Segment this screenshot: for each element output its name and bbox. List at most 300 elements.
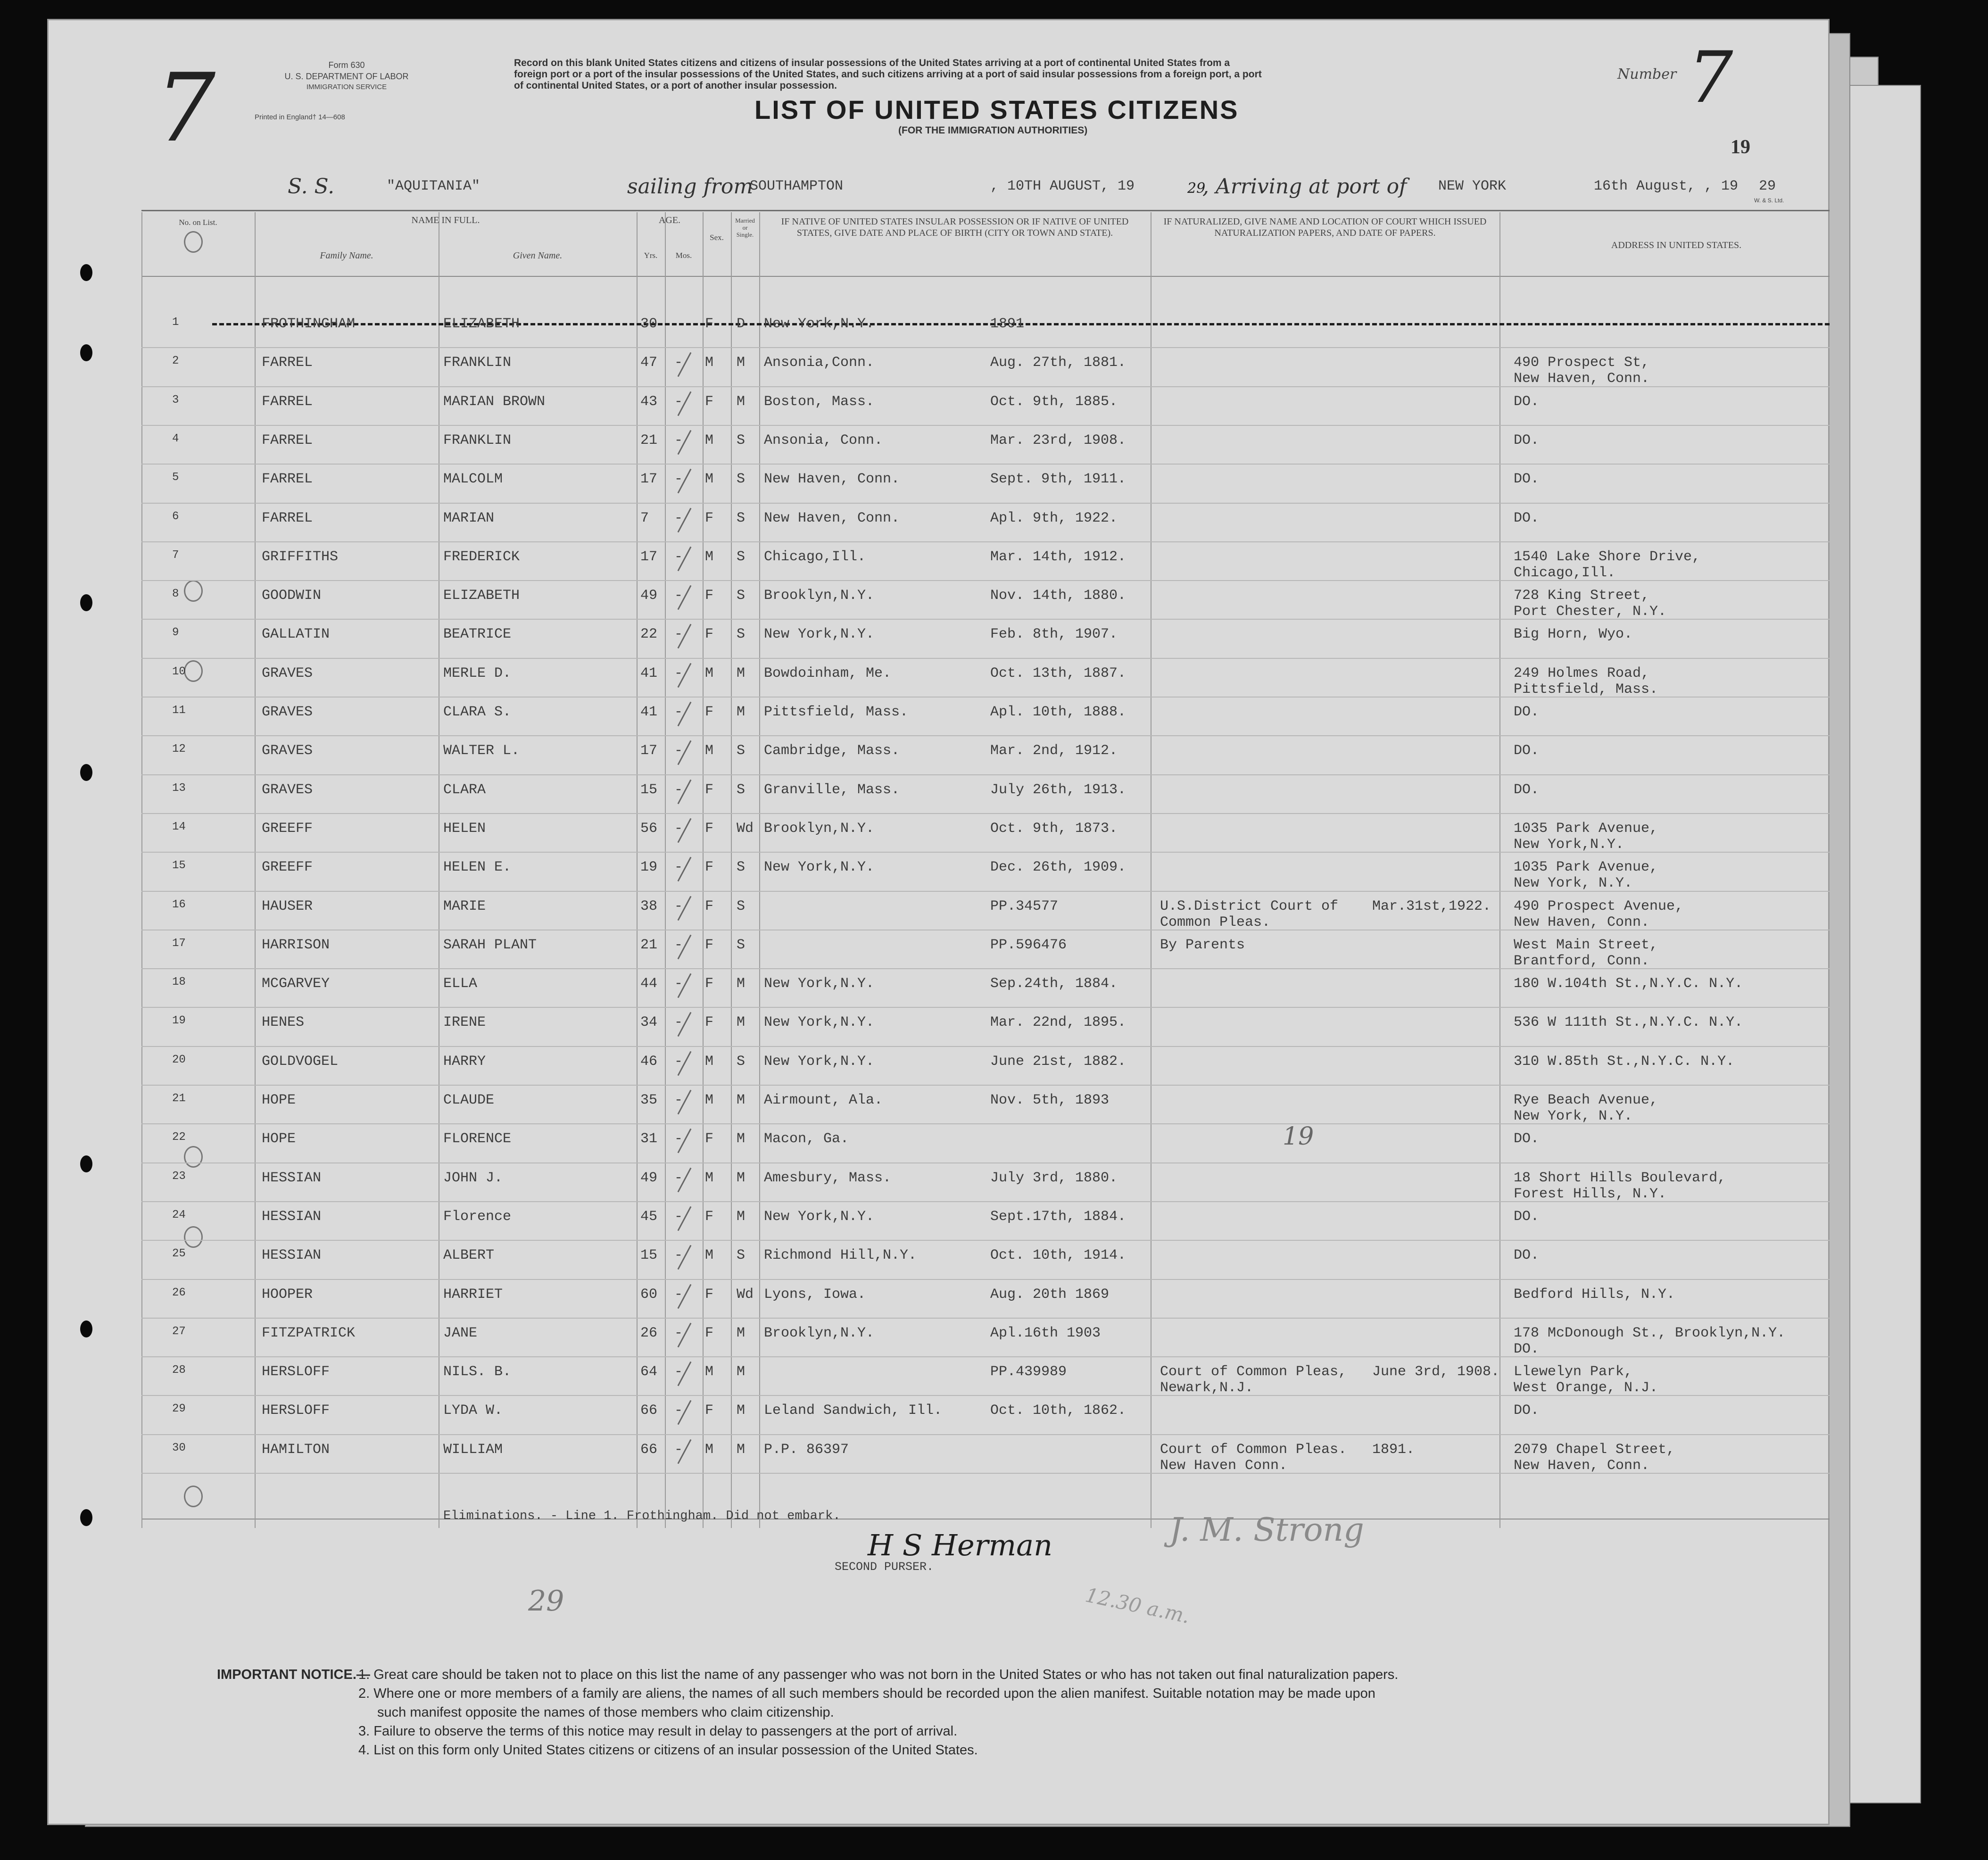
address: DO.: [1514, 704, 1540, 720]
family-name: FARREL: [262, 510, 313, 526]
arrival-year: 29: [1759, 178, 1776, 194]
punch-hole: [80, 264, 92, 281]
address-line-2: Pittsfield, Mass.: [1514, 681, 1658, 698]
purser-label: SECOND PURSER.: [835, 1560, 934, 1574]
row-rule: [141, 541, 1830, 542]
age-months: -: [674, 1441, 683, 1458]
address-line-2: Chicago,Ill.: [1514, 565, 1616, 581]
punch-hole: [80, 1155, 92, 1172]
row-rule: [141, 1046, 1830, 1047]
birth-date: June 21st, 1882.: [990, 1053, 1127, 1070]
row-number: 10: [172, 665, 186, 678]
family-name: HESSIAN: [262, 1170, 322, 1186]
birth-place: Chicago,Ill.: [764, 548, 866, 565]
form-number: Form 630: [328, 60, 365, 70]
row-number: 22: [172, 1131, 186, 1144]
sex: F: [705, 316, 714, 332]
given-name: NILS. B.: [443, 1364, 512, 1380]
birth-date: PP.439989: [990, 1364, 1067, 1380]
age-months: -: [674, 1014, 683, 1031]
row-number: 25: [172, 1247, 186, 1261]
birth-place: New York,N.Y.: [764, 316, 875, 332]
age-years: 49: [640, 588, 658, 604]
sex: F: [705, 1286, 714, 1303]
marital-status: S: [737, 937, 746, 953]
sex: M: [705, 743, 714, 759]
family-name: HESSIAN: [262, 1208, 322, 1225]
age-years: 66: [640, 1403, 658, 1419]
address: Bedford Hills, N.Y.: [1514, 1286, 1675, 1303]
sex: M: [705, 471, 714, 488]
address-line-2: New York,N.Y.: [1514, 836, 1624, 853]
punch-hole: [80, 1509, 92, 1526]
family-name: GRAVES: [262, 743, 313, 759]
sailing-port: SOUTHAMPTON: [750, 178, 844, 194]
court-name: Court of Common Pleas.: [1160, 1441, 1347, 1458]
arrival-date: 16th August, , 19: [1594, 178, 1739, 194]
address-line-2: New Haven, Conn.: [1514, 1457, 1650, 1474]
age-years: 56: [640, 820, 658, 837]
marital-status: M: [737, 1325, 746, 1341]
birth-place: New York,N.Y.: [764, 976, 875, 992]
address: 249 Holmes Road,: [1514, 665, 1650, 681]
row-number: 28: [172, 1364, 186, 1377]
marital-status: M: [737, 1014, 746, 1031]
number-value: 7: [1688, 37, 1733, 119]
sex: F: [705, 510, 714, 526]
row-number: 26: [172, 1286, 186, 1299]
court-name: By Parents: [1160, 937, 1245, 953]
age-months: -: [674, 937, 683, 953]
given-name: CLAUDE: [443, 1092, 495, 1108]
age-years: 41: [640, 665, 658, 681]
birth-date: Apl. 10th, 1888.: [990, 704, 1127, 720]
given-name: FRANKLIN: [443, 432, 512, 448]
birth-date: Mar. 22nd, 1895.: [990, 1014, 1127, 1031]
given-name: IRENE: [443, 1014, 486, 1031]
marital-status: M: [737, 1208, 746, 1225]
address-line-2: Port Chester, N.Y.: [1514, 604, 1667, 620]
marital-status: S: [737, 471, 746, 488]
row-rule: [141, 658, 1830, 659]
notice-item-2-cont: such manifest opposite the names of those members who claim citizenship.: [377, 1705, 834, 1720]
family-name: GRAVES: [262, 665, 313, 681]
sex: F: [705, 1014, 714, 1031]
birth-place: New Haven, Conn.: [764, 510, 900, 526]
given-name: LYDA W.: [443, 1403, 503, 1419]
family-name: GALLATIN: [262, 626, 330, 643]
marital-status: S: [737, 898, 746, 914]
age-years: 60: [640, 1286, 658, 1303]
age-months: -: [674, 781, 683, 798]
given-name: HARRIET: [443, 1286, 503, 1303]
sex: M: [705, 1441, 714, 1458]
family-name: GOLDVOGEL: [262, 1053, 339, 1070]
col-header-sex: Sex.: [710, 233, 724, 242]
department: U. S. DEPARTMENT OF LABOR: [284, 72, 409, 81]
arrival-port: NEW YORK: [1438, 178, 1507, 194]
service: IMMIGRATION SERVICE: [306, 83, 387, 91]
page-stack-edge: [1839, 85, 1921, 1803]
given-name: Florence: [443, 1208, 512, 1225]
notice-item-1: 1. Great care should be taken not to place on this list the name of any passenger who was not born in the United States or who has not taken out final naturalization papers.: [358, 1667, 1399, 1682]
sex: M: [705, 1364, 714, 1380]
row-number: 3: [172, 393, 179, 407]
birth-date: Aug. 20th 1869: [990, 1286, 1110, 1303]
age-years: 26: [640, 1325, 658, 1341]
age-years: 30: [640, 316, 658, 332]
row-number: 12: [172, 743, 186, 756]
address: 1035 Park Avenue,: [1514, 859, 1658, 876]
marital-status: Wd: [737, 1286, 754, 1303]
col-header-married: Married or Single.: [735, 217, 755, 238]
family-name: HOPE: [262, 1092, 296, 1108]
given-name: MERLE D.: [443, 665, 512, 681]
row-rule: [141, 425, 1830, 426]
row-rule: [141, 1007, 1830, 1008]
address: 1035 Park Avenue,: [1514, 820, 1658, 837]
row-rule: [141, 774, 1830, 775]
age-months: -: [674, 704, 683, 720]
row-rule: [141, 1162, 1830, 1163]
purser-signature: H S Herman: [868, 1528, 1053, 1562]
address: 2079 Chapel Street,: [1514, 1441, 1675, 1458]
notice-item-4: 4. List on this form only United States citizens or citizens of an insular possession of the United States.: [358, 1743, 978, 1758]
birth-place: Boston, Mass.: [764, 393, 875, 410]
age-months: -: [674, 548, 683, 565]
sex: F: [705, 781, 714, 798]
address: 728 King Street,: [1514, 588, 1650, 604]
given-name: MARIAN: [443, 510, 495, 526]
age-months: -: [674, 393, 683, 410]
age-months: -: [674, 626, 683, 643]
row-number: 4: [172, 432, 179, 445]
col-header-family: Family Name.: [320, 250, 373, 261]
sailing-date: , 10TH AUGUST, 19: [990, 178, 1135, 194]
reinforcement-ring: [184, 1226, 203, 1248]
court-date: Mar.31st,1922.: [1372, 898, 1491, 914]
age-months: -: [674, 859, 683, 876]
address: DO.: [1514, 432, 1540, 448]
age-years: 22: [640, 626, 658, 643]
age-months: -: [674, 588, 683, 604]
age-months: -: [674, 1247, 683, 1264]
address-line-2: DO.: [1514, 1341, 1540, 1357]
age-years: 38: [640, 898, 658, 914]
notice-label: IMPORTANT NOTICE.—: [217, 1667, 370, 1682]
birth-date: July 26th, 1913.: [990, 781, 1127, 798]
col-rule: [141, 212, 142, 1528]
age-years: 66: [640, 1441, 658, 1458]
address: DO.: [1514, 393, 1540, 410]
reinforcement-ring: [184, 660, 203, 682]
address: DO.: [1514, 1131, 1540, 1147]
col-header-naturalized: IF NATURALIZED, GIVE NAME AND LOCATION OF COURT WHICH ISSUED NATURALIZATION PAPERS, AND DATE OF PAPERS.: [1163, 216, 1487, 238]
age-years: 15: [640, 1247, 658, 1264]
row-rule: [141, 813, 1830, 814]
row-rule: [141, 1085, 1830, 1086]
pencil-mark-time: 12.30 a.m.: [1083, 1583, 1192, 1628]
address: DO.: [1514, 743, 1540, 759]
row-number: 21: [172, 1092, 186, 1105]
row-number: 9: [172, 626, 179, 639]
birth-place: Macon, Ga.: [764, 1131, 849, 1147]
age-months: -: [674, 1403, 683, 1419]
printed-note: Printed in England† 14—608: [255, 113, 345, 121]
address: DO.: [1514, 1403, 1540, 1419]
col-header-mos: Mos.: [675, 251, 692, 260]
court-date: 1891.: [1372, 1441, 1415, 1458]
row-number: 27: [172, 1325, 186, 1338]
col-rule: [1499, 212, 1500, 1528]
address: 490 Prospect Avenue,: [1514, 898, 1684, 914]
instruction-line-3: of continental United States, or a port of another insular possession.: [514, 80, 837, 91]
birth-date: 1891: [990, 316, 1025, 332]
sex: M: [705, 355, 714, 371]
birth-date: Oct. 9th, 1873.: [990, 820, 1118, 837]
marital-status: Wd: [737, 820, 754, 837]
marital-status: M: [737, 704, 746, 720]
birth-place: New York,N.Y.: [764, 859, 875, 876]
sex: M: [705, 1092, 714, 1108]
court-name: U.S.District Court of: [1160, 898, 1339, 914]
reinforcement-ring: [184, 580, 203, 602]
row-number: 1: [172, 316, 179, 329]
family-name: HENES: [262, 1014, 305, 1031]
sex: M: [705, 665, 714, 681]
sex: M: [705, 432, 714, 448]
age-years: 49: [640, 1170, 658, 1186]
row-number: 16: [172, 898, 186, 911]
address-line-2: West Orange, N.J.: [1514, 1380, 1658, 1396]
birth-date: Aug. 27th, 1881.: [990, 355, 1127, 371]
address-line-2: Brantford, Conn.: [1514, 953, 1650, 969]
ss-label: S. S.: [288, 174, 335, 199]
birth-date: July 3rd, 1880.: [990, 1170, 1118, 1186]
given-name: HARRY: [443, 1053, 486, 1070]
age-months: -: [674, 355, 683, 371]
birth-date: Oct. 10th, 1914.: [990, 1247, 1127, 1264]
row-number: 7: [172, 548, 179, 562]
marital-status: S: [737, 510, 746, 526]
given-name: MARIE: [443, 898, 486, 914]
court-date: June 3rd, 1908.: [1372, 1364, 1500, 1380]
birth-date: Oct. 13th, 1887.: [990, 665, 1127, 681]
birth-place: Leland Sandwich, Ill.: [764, 1403, 943, 1419]
ship-name: "AQUITANIA": [387, 178, 480, 194]
address: Llewelyn Park,: [1514, 1364, 1633, 1380]
age-years: 21: [640, 937, 658, 953]
marital-status: M: [737, 1441, 746, 1458]
row-number: 20: [172, 1053, 186, 1066]
birth-place: Brooklyn,N.Y.: [764, 820, 875, 837]
col-header-name: NAME IN FULL.: [411, 215, 480, 225]
marital-status: S: [737, 588, 746, 604]
col-rule: [703, 212, 704, 1528]
inspector-signature: J. M. Strong: [1169, 1511, 1364, 1549]
birth-date: Dec. 26th, 1909.: [990, 859, 1127, 876]
sailing-label: sailing from: [627, 174, 754, 199]
birth-date: Mar. 23rd, 1908.: [990, 432, 1127, 448]
birth-place: Airmount, Ala.: [764, 1092, 883, 1108]
col-header-no: No. on List.: [179, 218, 217, 227]
birth-date: Apl. 9th, 1922.: [990, 510, 1118, 526]
age-years: 31: [640, 1131, 658, 1147]
given-name: JANE: [443, 1325, 478, 1341]
court-location: Common Pleas.: [1160, 914, 1271, 930]
marital-status: M: [737, 1131, 746, 1147]
sex: M: [705, 1053, 714, 1070]
address: West Main Street,: [1514, 937, 1658, 953]
given-name: ELLA: [443, 976, 478, 992]
age-years: 64: [640, 1364, 658, 1380]
marital-status: M: [737, 393, 746, 410]
address: DO.: [1514, 781, 1540, 798]
number-label: Number: [1617, 66, 1677, 83]
row-number: 2: [172, 355, 179, 368]
birth-date: PP.596476: [990, 937, 1067, 953]
marital-status: M: [737, 1364, 746, 1380]
row-rule: [141, 347, 1830, 348]
row-number: 15: [172, 859, 186, 872]
age-years: 41: [640, 704, 658, 720]
row-number: 24: [172, 1208, 186, 1221]
marital-status: S: [737, 781, 746, 798]
address: DO.: [1514, 1208, 1540, 1225]
given-name: HELEN: [443, 820, 486, 837]
birth-place: New York,N.Y.: [764, 1208, 875, 1225]
age-years: 17: [640, 471, 658, 488]
address: DO.: [1514, 510, 1540, 526]
birth-date: Apl.16th 1903: [990, 1325, 1101, 1341]
birth-place: Bowdoinham, Me.: [764, 665, 892, 681]
birth-place: Richmond Hill,N.Y.: [764, 1247, 917, 1264]
given-name: WALTER L.: [443, 743, 520, 759]
birth-date: Mar. 14th, 1912.: [990, 548, 1127, 565]
age-months: -: [674, 1170, 683, 1186]
sex: F: [705, 588, 714, 604]
marital-status: S: [737, 432, 746, 448]
court-name: Court of Common Pleas,: [1160, 1364, 1347, 1380]
sex: F: [705, 626, 714, 643]
sex: F: [705, 1403, 714, 1419]
punch-hole: [80, 594, 92, 611]
sex: M: [705, 1247, 714, 1264]
marital-status: M: [737, 976, 746, 992]
family-name: HESSIAN: [262, 1247, 322, 1264]
age-months: -: [674, 471, 683, 488]
marital-status: S: [737, 1247, 746, 1264]
age-months: -: [674, 1286, 683, 1303]
birth-place: Pittsfield, Mass.: [764, 704, 909, 720]
age-months: -: [674, 432, 683, 448]
birth-place: New York,N.Y.: [764, 1053, 875, 1070]
birth-date: Nov. 14th, 1880.: [990, 588, 1127, 604]
given-name: BEATRICE: [443, 626, 512, 643]
birth-place: P.P. 86397: [764, 1441, 849, 1458]
sex: F: [705, 859, 714, 876]
birth-date: Nov. 5th, 1893: [990, 1092, 1110, 1108]
marital-status: M: [737, 665, 746, 681]
row-rule: [141, 503, 1830, 504]
family-name: HERSLOFF: [262, 1403, 330, 1419]
col-header-address: ADDRESS IN UNITED STATES.: [1611, 240, 1742, 250]
marital-status: S: [737, 1053, 746, 1070]
family-name: HERSLOFF: [262, 1364, 330, 1380]
marital-status: S: [737, 859, 746, 876]
row-rule: [141, 1318, 1830, 1319]
birth-place: Brooklyn,N.Y.: [764, 588, 875, 604]
age-years: 17: [640, 743, 658, 759]
birth-date: PP.34577: [990, 898, 1059, 914]
age-years: 45: [640, 1208, 658, 1225]
given-name: CLARA: [443, 781, 486, 798]
age-years: 44: [640, 976, 658, 992]
birth-place: Lyons, Iowa.: [764, 1286, 866, 1303]
given-name: FLORENCE: [443, 1131, 512, 1147]
address-line-2: New Haven, Conn.: [1514, 371, 1650, 387]
age-years: 7: [640, 510, 649, 526]
age-years: 35: [640, 1092, 658, 1108]
family-name: FARREL: [262, 355, 313, 371]
address: Rye Beach Avenue,: [1514, 1092, 1658, 1108]
family-name: GOODWIN: [262, 588, 322, 604]
birth-place: New York,N.Y.: [764, 626, 875, 643]
sex: F: [705, 937, 714, 953]
marital-status: M: [737, 355, 746, 371]
address-line-2: Forest Hills, N.Y.: [1514, 1186, 1667, 1202]
given-name: FRANKLIN: [443, 355, 512, 371]
table-bottom-rule: [141, 1519, 1830, 1520]
col-header-birth: IF NATIVE OF UNITED STATES INSULAR POSSESSION OR IF NATIVE OF UNITED STATES, GIVE DATE AND PLACE OF BIRTH (CITY OR TOWN AND STATE).: [781, 216, 1129, 238]
birth-date: Sep.24th, 1884.: [990, 976, 1118, 992]
address: 310 W.85th St.,N.Y.C. N.Y.: [1514, 1053, 1735, 1070]
row-rule: [141, 1356, 1830, 1357]
given-name: SARAH PLANT: [443, 937, 537, 953]
address: Big Horn, Wyo.: [1514, 626, 1633, 643]
family-name: HAUSER: [262, 898, 313, 914]
age-years: 34: [640, 1014, 658, 1031]
age-months: -: [674, 976, 683, 992]
birth-place: Ansonia,Conn.: [764, 355, 875, 371]
sex: F: [705, 393, 714, 410]
col-rule: [637, 212, 638, 1528]
punch-hole: [80, 344, 92, 361]
birth-place: Amesbury, Mass.: [764, 1170, 892, 1186]
col-header-age: AGE.: [658, 215, 681, 225]
col-rule: [731, 212, 732, 1528]
birth-date: Feb. 8th, 1907.: [990, 626, 1118, 643]
given-name: ELIZABETH: [443, 316, 520, 332]
address: DO.: [1514, 471, 1540, 488]
family-name: FARREL: [262, 393, 313, 410]
age-years: 43: [640, 393, 658, 410]
address: 490 Prospect St,: [1514, 355, 1650, 371]
age-years: 19: [640, 859, 658, 876]
family-name: HOOPER: [262, 1286, 313, 1303]
reinforcement-ring: [184, 1486, 203, 1507]
family-name: HAMILTON: [262, 1441, 330, 1458]
marital-status: S: [737, 743, 746, 759]
address: 180 W.104th St.,N.Y.C. N.Y.: [1514, 976, 1743, 992]
age-months: -: [674, 743, 683, 759]
birth-place: Ansonia, Conn.: [764, 432, 883, 448]
birth-date: Sept. 9th, 1911.: [990, 471, 1127, 488]
row-number: 13: [172, 781, 186, 795]
family-name: GREEFF: [262, 859, 313, 876]
age-months: -: [674, 1208, 683, 1225]
address: DO.: [1514, 1247, 1540, 1264]
